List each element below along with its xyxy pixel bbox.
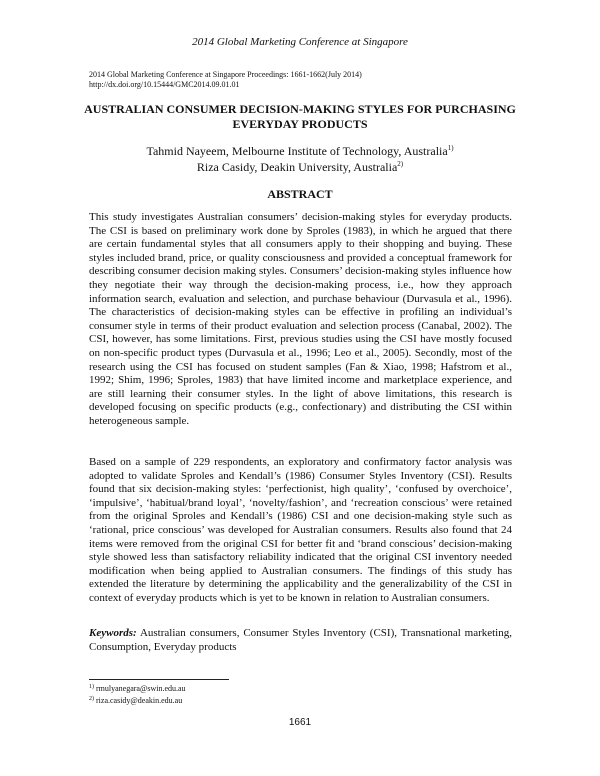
citation-doi-link[interactable]: http://dx.doi.org/10.15444/GMC2014.09.01.01 bbox=[89, 80, 240, 89]
paper-title-line-1: AUSTRALIAN CONSUMER DECISION-MAKING STYLES FOR PURCHASING bbox=[84, 102, 516, 116]
paper-title-line-2: EVERYDAY PRODUCTS bbox=[232, 117, 368, 131]
footnote-2 bbox=[89, 695, 389, 707]
keywords-label: Keywords: bbox=[89, 627, 137, 639]
author-1-footnote-mark: 1) bbox=[447, 144, 454, 152]
citation bbox=[89, 70, 529, 90]
footnotes bbox=[89, 683, 389, 707]
citation-proceedings: 2014 Global Marketing Conference at Singapore Proceedings: 1661-1662(July 2014) bbox=[89, 70, 362, 79]
footnote-1 bbox=[89, 683, 389, 695]
author-2 bbox=[80, 159, 520, 175]
keywords-text: Australian consumers, Consumer Styles Inventory (CSI), Transnational marketing, Consumption, Everyday products bbox=[89, 627, 512, 653]
abstract-paragraph-1: This study investigates Australian consumers’ decision-making styles for everyday products. The CSI is based on preliminary work done by Sproles (1983), in which he argued that there are certain fundamental styles that all consumers apply to their shopping and buying. These styles included brand, price, or quality consciousness and provided a conceptual framework for describing consumer decision making styles. Consumers’ decision-making styles influence how they negotiate their way through the decision-making process, i.e., how they approach information search, evaluation and selection, and purchase behaviour (Durvasula et al., 1996). The characteristics of decision-making styles can be effective in profiling an individual’s consumer style in terms of their product evaluation and selection process (Canabal, 2002). The CSI, however, has some limitations. First, previous studies using the CSI have mostly focused on non-specific product types (Durvasula et al., 1996; Leo et al., 2005). Secondly, most of the research using the CSI has focused on student samples (Fan & Xiao, 1998; Hafstrom et al., 1992; Shim, 1996; Sproles, 1983) that have limited income and marketplace experience, and are still learning their consumer styles. In the light of above limitations, this research is developed focusing on specific products (e.g., confectionary) and distributing the CSI within heterogeneous sample. bbox=[89, 211, 512, 427]
abstract-paragraph-2: Based on a sample of 229 respondents, an exploratory and confirmatory factor analysis was adopted to validate Sproles and Kendall’s (1986) Consumer Styles Inventory (CSI). Results found that six decision-making styles: ‘perfectionist, high quality’, ‘confused by overchoice’, ‘impulsive’, ‘habitual/brand loyal’, ‘novelty/fashion’, and ‘recreation conscious’ were retained from the original Sproles and Kendall’s (1986) CSI and one decision-making style such as ‘rational, price conscious’ was developed for Australian consumers. Results also found that 24 items were removed from the original CSI for better fit and ‘brand conscious’ decision-making style showed less than satisfactory reliability indicated that the original CSI inventory needed modification when being applied to Australian consumers. The findings of this study has extended the literature by determining the applicability and the generalizability of the CSI in context of everyday products which is yet to be known in relation to Australian consumers. bbox=[89, 456, 512, 604]
paper-title bbox=[80, 102, 520, 132]
author-list bbox=[80, 143, 520, 175]
footnote-2-mark: 2) bbox=[89, 696, 94, 702]
author-1 bbox=[80, 143, 520, 159]
footnote-1-mark: 1) bbox=[89, 684, 94, 690]
abstract-heading: ABSTRACT bbox=[267, 187, 333, 201]
footnote-2-email[interactable]: riza.casidy@deakin.edu.au bbox=[96, 696, 183, 705]
footnote-1-email[interactable]: rmulyanegara@swin.edu.au bbox=[96, 684, 186, 693]
running-header: 2014 Global Marketing Conference at Singapore bbox=[192, 36, 408, 48]
page-number: 1661 bbox=[288, 717, 312, 728]
keywords bbox=[89, 627, 512, 654]
author-2-affiliation: Riza Casidy, Deakin University, Australia bbox=[196, 160, 398, 174]
author-1-affiliation: Tahmid Nayeem, Melbourne Institute of Technology, Australia bbox=[146, 144, 448, 158]
author-2-footnote-mark: 2) bbox=[397, 160, 404, 168]
footnote-divider bbox=[89, 679, 229, 680]
